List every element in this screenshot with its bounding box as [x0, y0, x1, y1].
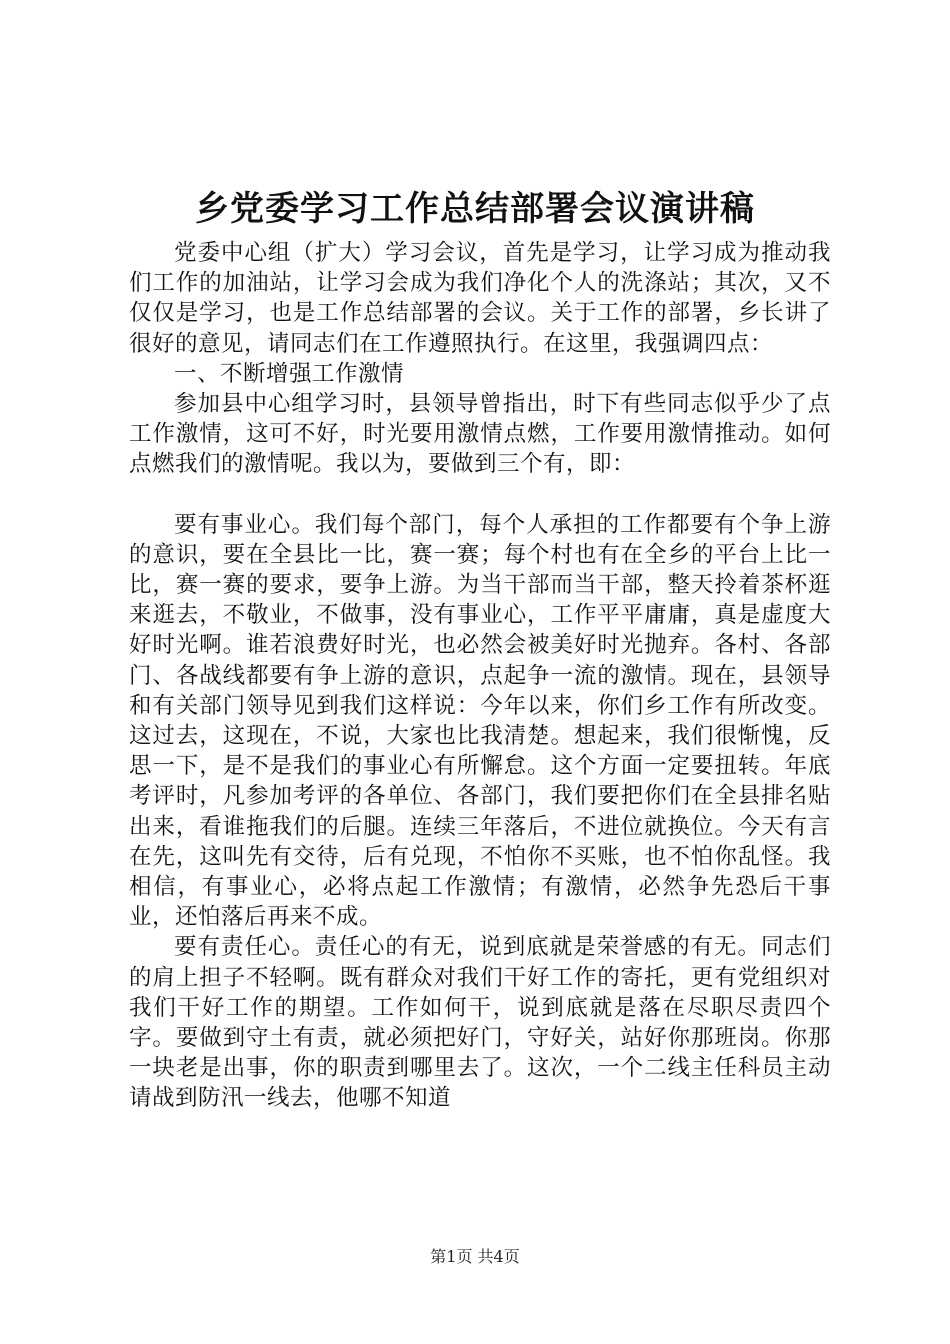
paragraph-career: 要有事业心。我们每个部门，每个人承担的工作都要有个争上游的意识，要在全县比一比，赛一赛；每个村也有在全乡的平台上比一比，赛一赛的要求，要争上游。为当干部而当干部，整天拎着茶杯逛来逛去，不敬业，不做事，没有事业心，工作平平庸庸，真是虚度大好时光啊。谁若浪费好时光，也必然会被美好时光抛弃。各村、各部门、各战线都要有争上游的意识，点起争一流的激情。现在，县领导和有关部门领导见到我们这样说：今年以来，你们乡工作有所改变。这过去，这现在，不说，大家也比我清楚。想起来，我们很惭愧，反思一下，是不是我们的事业心有所懈怠。这个方面一定要扭转。年底考评时，凡参加考评的各单位、各部门，我们要把你们在全县排名贴出来，看谁拖我们的后腿。连续三年落后，不进位就换位。今天有言在先，这叫先有交待，后有兑现，不怕你不买账，也不怕你乱怪。我相信，有事业心，必将点起工作激情；有激情，必然争先恐后干事业，还怕落后再来不成。 — [129, 511, 831, 931]
document-title: 乡党委学习工作总结部署会议演讲稿 — [195, 189, 755, 229]
page-footer: 第1页 共4页 — [430, 1247, 520, 1266]
paragraph-passion: 参加县中心组学习时，县领导曾指出，时下有些同志似乎少了点工作激情，这可不好，时光要用激情点燃，工作要用激情推动。如何点燃我们的激情呢。我以为，要做到三个有，即： — [129, 391, 831, 478]
section-heading-1: 一、不断增强工作激情 — [174, 360, 405, 387]
document-body — [129, 238, 831, 1114]
paragraph-responsibility: 要有责任心。责任心的有无，说到底就是荣誉感的有无。同志们的肩上担子不轻啊。既有群众对我们干好工作的寄托，更有党组织对我们干好工作的期望。工作如何干，说到底就是落在尽职尽责四个字。要做到守土有责，就必须把好门，守好关，站好你那班岗。你那一块老是出事，你的职责到哪里去了。这次，一个二线主任科员主动请战到防汛一线去，他哪不知道 — [129, 934, 831, 1112]
paragraph-intro: 党委中心组（扩大）学习会议，首先是学习，让学习成为推动我们工作的加油站，让学习会成为我们净化个人的洗涤站；其次，又不仅仅是学习，也是工作总结部署的会议。关于工作的部署，乡长讲了很好的意见，请同志们在工作遵照执行。在这里，我强调四点： — [129, 240, 831, 357]
